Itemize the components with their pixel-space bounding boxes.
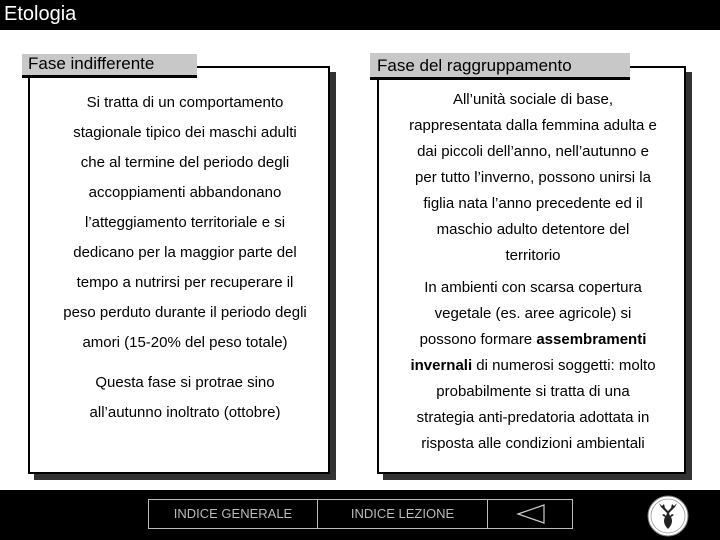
right-text: di numerosi soggetti: molto — [472, 357, 656, 374]
right-paragraph-2 — [377, 275, 689, 457]
right-bold-text: invernali — [410, 357, 473, 374]
right-bold-text: assembramenti — [536, 331, 647, 348]
left-line: Questa fase si protrae sino — [95, 374, 275, 391]
right-line: maschio adulto detentore del — [436, 221, 630, 238]
left-paragraph-1 — [30, 88, 340, 358]
right-line — [377, 353, 689, 379]
left-line: accoppiamenti abbandonano — [88, 184, 282, 201]
right-line: territorio — [505, 247, 561, 264]
right-line: per tutto l’inverno, possono unirsi la — [415, 169, 651, 186]
right-panel-tab — [370, 53, 630, 80]
index-general-button[interactable]: INDICE GENERALE — [148, 499, 318, 529]
right-tab-label: Fase del raggruppamento — [377, 56, 572, 75]
right-paragraph-1 — [377, 87, 689, 269]
left-line: stagionale tipico dei maschi adulti — [73, 124, 297, 141]
right-line — [377, 327, 689, 353]
right-line: vegetale (es. aree agricole) si — [434, 305, 632, 322]
right-line: probabilmente si tratta di una — [436, 383, 630, 400]
triangle-left-icon — [488, 500, 574, 528]
left-line: tempo a nutrirsi per recuperare il — [76, 274, 294, 291]
left-line: che al termine del periodo degli — [80, 154, 290, 171]
title-bar — [0, 0, 720, 30]
left-panel-tab — [22, 54, 197, 78]
right-line: risposta alle condizioni ambientali — [421, 435, 645, 452]
left-line: amori (15-20% del peso totale) — [82, 334, 288, 351]
back-button[interactable] — [487, 499, 573, 529]
page-title: Etologia — [4, 3, 77, 25]
right-line: All’unità sociale di base, — [452, 91, 614, 108]
left-line: Si tratta di un comportamento — [86, 94, 284, 111]
right-line: rappresentata dalla femmina adulta e — [409, 117, 657, 134]
left-line: l’atteggiamento territoriale e si — [84, 214, 286, 231]
left-line: all’autunno inoltrato (ottobre) — [89, 404, 281, 421]
deer-logo-icon — [647, 495, 689, 537]
right-text: possono formare — [419, 331, 537, 348]
right-line: dai piccoli dell’anno, nell’autunno e — [417, 143, 649, 160]
left-line: dedicano per la maggior parte del — [73, 244, 297, 261]
index-lesson-button[interactable]: INDICE LEZIONE — [317, 499, 488, 529]
right-line: strategia anti-predatoria adottata in — [416, 409, 650, 426]
left-line: peso perduto durante il periodo degli — [63, 304, 307, 321]
right-line: In ambienti con scarsa copertura — [424, 279, 642, 296]
right-line: figlia nata l’anno precedente ed il — [423, 195, 643, 212]
left-paragraph-2 — [30, 368, 340, 428]
left-tab-label: Fase indifferente — [28, 54, 155, 73]
